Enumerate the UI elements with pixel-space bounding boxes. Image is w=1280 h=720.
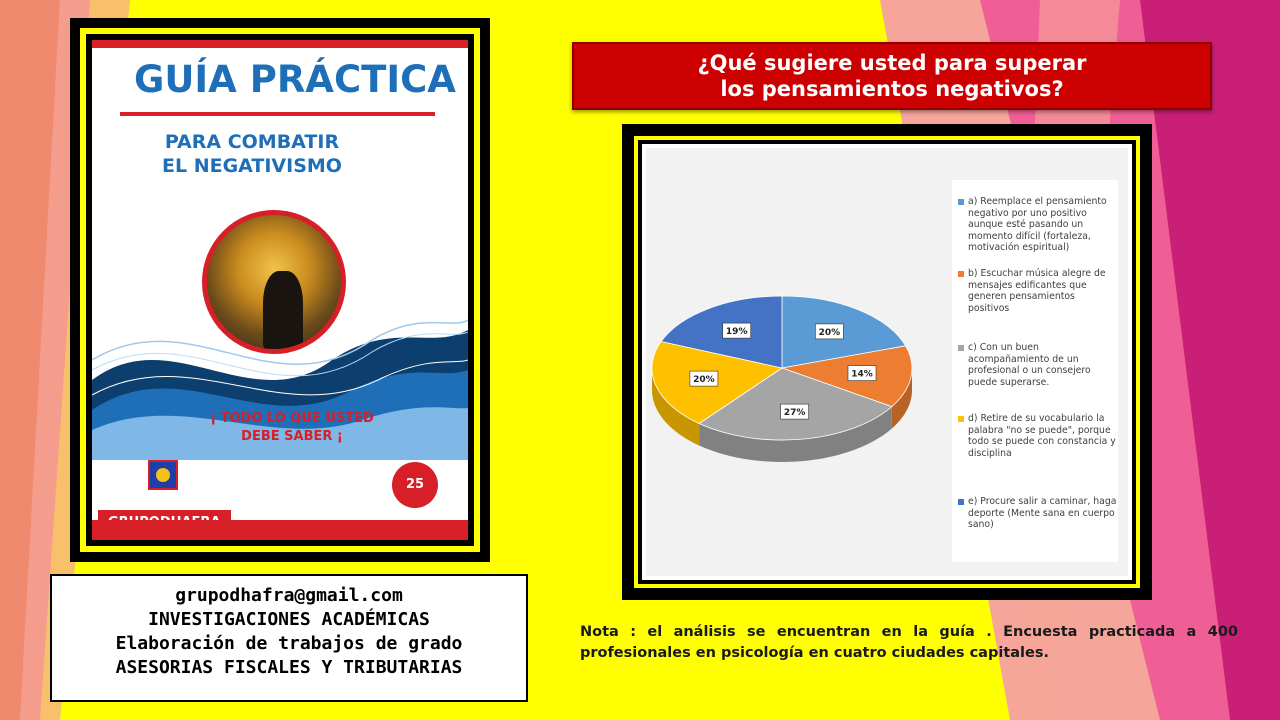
- pie-data-label-text-0: 20%: [818, 327, 841, 338]
- legend-label: d) Retire de su vocabulario la palabra "no se puede", porque todo se puede con constancia y disciplina: [968, 413, 1116, 459]
- cover-title-rule: [120, 112, 435, 116]
- legend-label: a) Reemplace el pensamiento negativo por uno positivo aunque esté pasando un momento difícil (fortaleza, motivación espiritual): [968, 196, 1107, 254]
- cover-banner-line1: ¡ TODO LO QUE USTED: [210, 411, 374, 426]
- legend-label: e) Procure salir a caminar, haga deporte (Mente sana en cuerpo sano): [968, 496, 1117, 531]
- pie-data-label-text-1: 14%: [851, 369, 873, 380]
- survey-note: Nota : el análisis se encuentran en la guía . Encuesta practicada a 400 profesionales en psicología en cuatro ciudades capitales.: [580, 624, 1238, 661]
- legend-swatch: [958, 271, 964, 277]
- book-cover-border: [80, 28, 480, 552]
- book-cover-border-inner: [86, 34, 474, 546]
- cover-subtitle-line2: EL NEGATIVISMO: [162, 155, 342, 177]
- pie-data-label-0: [815, 324, 843, 339]
- chart-frame-border-inner: [638, 140, 1136, 584]
- book-cover: [92, 40, 468, 540]
- legend-label: c) Con un buen acompañamiento de un profesional o un consejero puede superarse.: [968, 342, 1091, 388]
- cover-banner: [202, 410, 382, 446]
- chart-frame-border: [634, 136, 1140, 588]
- contact-services-thesis: Elaboración de trabajos de grado: [115, 633, 463, 654]
- cover-top-stripe: [92, 40, 468, 48]
- contact-email: grupodhafra@gmail.com: [175, 585, 403, 606]
- question-line1: ¿Qué sugiere usted para superar: [697, 51, 1087, 75]
- cover-title: GUÍA PRÁCTICA: [134, 58, 456, 101]
- pie-data-label-4: [723, 323, 751, 338]
- pie-data-label-text-3: 20%: [693, 375, 715, 386]
- cover-banner-line2: DEBE SABER ¡: [241, 429, 343, 444]
- cover-subtitle: [162, 130, 342, 178]
- contact-services-research: INVESTIGACIONES ACADÉMICAS: [148, 609, 430, 630]
- chart-area: [646, 148, 1128, 576]
- chart-legend: [952, 180, 1118, 562]
- question-header: [572, 42, 1212, 110]
- cover-number-badge: 25: [392, 462, 438, 508]
- legend-swatch: [958, 499, 964, 505]
- cover-photo: [202, 210, 346, 354]
- book-cover-frame: [70, 18, 490, 562]
- question-line2: los pensamientos negativos?: [720, 77, 1064, 101]
- contact-box: [50, 574, 528, 702]
- pie-chart: [646, 148, 946, 576]
- legend-swatch: [958, 345, 964, 351]
- chart-panel: [642, 144, 1132, 580]
- pie-data-label-1: [848, 366, 876, 381]
- pie-data-label-3: [690, 371, 718, 386]
- legend-label: b) Escuchar música alegre de mensajes edificantes que generen pensamientos positivos: [968, 268, 1106, 314]
- chart-frame: [622, 124, 1152, 600]
- pie-data-label-2: [781, 404, 809, 419]
- legend-swatch: [958, 199, 964, 205]
- pie-data-label-text-4: 19%: [725, 327, 748, 338]
- legend-swatch: [958, 416, 964, 422]
- cover-subtitle-line1: PARA COMBATIR: [164, 131, 340, 153]
- cover-bottom-stripe: [92, 520, 468, 540]
- grupodhafra-logo-icon: [148, 460, 178, 490]
- silhouette-figure: [263, 271, 303, 351]
- contact-services-tax: ASESORIAS FISCALES Y TRIBUTARIAS: [115, 657, 463, 678]
- pie-data-label-text-2: 27%: [783, 408, 806, 419]
